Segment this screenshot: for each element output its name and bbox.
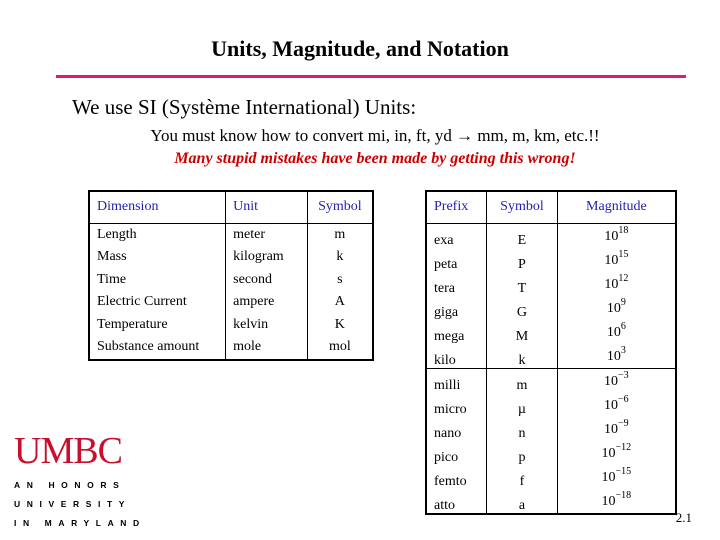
table-cell: Substance amount (97, 339, 200, 355)
slide-number: 2.1 (675, 510, 692, 525)
magnitude-exponent: 9 (620, 296, 626, 308)
table-cell: micro (434, 401, 467, 417)
magnitude-base: 10 (606, 300, 621, 316)
magnitude-base: 10 (604, 276, 619, 292)
table-cell: peta (434, 256, 458, 272)
table-row (426, 296, 676, 320)
magnitude-base: 10 (606, 348, 621, 364)
magnitude-cell (557, 393, 676, 417)
table-cell: femto (434, 473, 467, 489)
column-header: Unit (226, 191, 308, 223)
magnitude-exponent: −3 (618, 369, 629, 381)
conversion-note: You must know how to convert mi, in, ft, yd → mm, m, km, etc.!! (150, 126, 600, 145)
table-cell: M (487, 320, 558, 344)
column-header: Prefix (426, 191, 487, 223)
table-row (426, 272, 676, 296)
intro-text: We use SI (Système International) Units: (72, 95, 417, 119)
table-header-row (426, 191, 676, 223)
logo-tagline (14, 476, 146, 533)
table-cell: f (487, 465, 558, 489)
table-cell: kilogram (226, 246, 308, 269)
slide-title: Units, Magnitude, and Notation (211, 36, 509, 61)
magnitude-base: 10 (606, 324, 621, 340)
column-header: Symbol (487, 191, 558, 223)
table-cell: p (487, 441, 558, 465)
magnitude-exponent: −6 (618, 393, 629, 405)
magnitude-base: 10 (604, 228, 619, 244)
magnitude-base: 10 (601, 445, 616, 461)
column-header: Magnitude (557, 191, 676, 223)
magnitude-cell (557, 441, 676, 465)
table-cell: E (487, 223, 558, 248)
magnitude-exponent: −18 (615, 489, 632, 501)
table-cell: exa (434, 232, 454, 248)
magnitude-base: 10 (601, 493, 616, 509)
table-cell: meter (226, 223, 308, 246)
magnitude-exponent: −9 (618, 417, 629, 429)
magnitude-exponent: 3 (620, 344, 626, 356)
table-row (426, 441, 676, 465)
table-cell: A (307, 291, 373, 314)
table-row (426, 393, 676, 417)
table-row (426, 489, 676, 514)
magnitude-cell (557, 248, 676, 272)
magnitude-cell (557, 465, 676, 489)
table-cell: Length (97, 226, 137, 242)
table-row (89, 246, 373, 269)
logo-wordmark: UMBC (14, 430, 122, 472)
magnitude-cell (557, 368, 676, 393)
logo-tagline-line: AN HONORS (14, 480, 126, 490)
table-row (89, 314, 373, 337)
warning-text: Many stupid mistakes have been made by getting this wrong! (174, 150, 576, 167)
table-cell: mole (226, 336, 308, 360)
table-row (89, 223, 373, 246)
table-cell: k (487, 344, 558, 369)
table-cell: Mass (97, 249, 127, 265)
table-cell: milli (434, 377, 461, 393)
magnitude-base: 10 (604, 252, 619, 268)
magnitude-base: 10 (604, 373, 619, 389)
si-prefix-table (425, 190, 677, 515)
magnitude-exponent: 15 (618, 248, 629, 260)
table-cell: a (487, 489, 558, 514)
table-row (426, 320, 676, 344)
table-cell: nano (434, 425, 462, 441)
table-cell: kilo (426, 344, 487, 369)
column-header: Dimension (89, 191, 226, 223)
magnitude-exponent: 12 (618, 272, 629, 284)
table-cell: k (307, 246, 373, 269)
table-header-row (89, 191, 373, 223)
table-cell: m (307, 223, 373, 246)
logo-tagline-line: UNIVERSITY (14, 499, 132, 509)
table-cell: m (487, 368, 558, 393)
magnitude-cell (557, 296, 676, 320)
table-cell: s (307, 269, 373, 292)
magnitude-exponent: 6 (620, 320, 626, 332)
table-cell: µ (487, 393, 558, 417)
table-cell: Electric Current (97, 294, 187, 310)
column-header: Symbol (307, 191, 373, 223)
umbc-logo (14, 432, 146, 533)
table-row (426, 223, 676, 248)
table-cell: Temperature (97, 316, 168, 332)
table-cell: atto (434, 497, 455, 513)
table-row (426, 368, 676, 393)
table-cell: tera (434, 280, 455, 296)
table-cell: kelvin (226, 314, 308, 337)
magnitude-base: 10 (604, 397, 619, 413)
table-cell: ampere (226, 291, 308, 314)
magnitude-cell (557, 272, 676, 296)
table-cell: T (487, 272, 558, 296)
magnitude-base: 10 (604, 421, 619, 437)
table-cell: second (226, 269, 308, 292)
table-cell: Time (97, 271, 127, 287)
table-cell: n (487, 417, 558, 441)
si-units-table (88, 190, 374, 361)
table-row (426, 465, 676, 489)
magnitude-cell (557, 344, 676, 369)
magnitude-exponent: 18 (618, 224, 629, 236)
table-cell: pico (434, 449, 459, 465)
table-cell: G (487, 296, 558, 320)
magnitude-exponent: −12 (615, 441, 632, 453)
magnitude-cell (557, 417, 676, 441)
table-cell: giga (434, 304, 459, 320)
magnitude-cell (557, 489, 676, 514)
table-cell: mol (307, 336, 373, 360)
table-cell: K (307, 314, 373, 337)
magnitude-base: 10 (601, 469, 616, 485)
magnitude-cell (557, 320, 676, 344)
magnitude-cell (557, 223, 676, 248)
table-row (426, 344, 676, 369)
table-row (89, 336, 373, 360)
table-cell: P (487, 248, 558, 272)
table-row (89, 269, 373, 292)
table-row (426, 417, 676, 441)
logo-tagline-line: IN MARYLAND (14, 518, 146, 528)
table-row (89, 291, 373, 314)
magnitude-exponent: −15 (615, 465, 632, 477)
title-underline (56, 75, 686, 78)
table-cell: mega (434, 328, 465, 344)
table-row (426, 248, 676, 272)
